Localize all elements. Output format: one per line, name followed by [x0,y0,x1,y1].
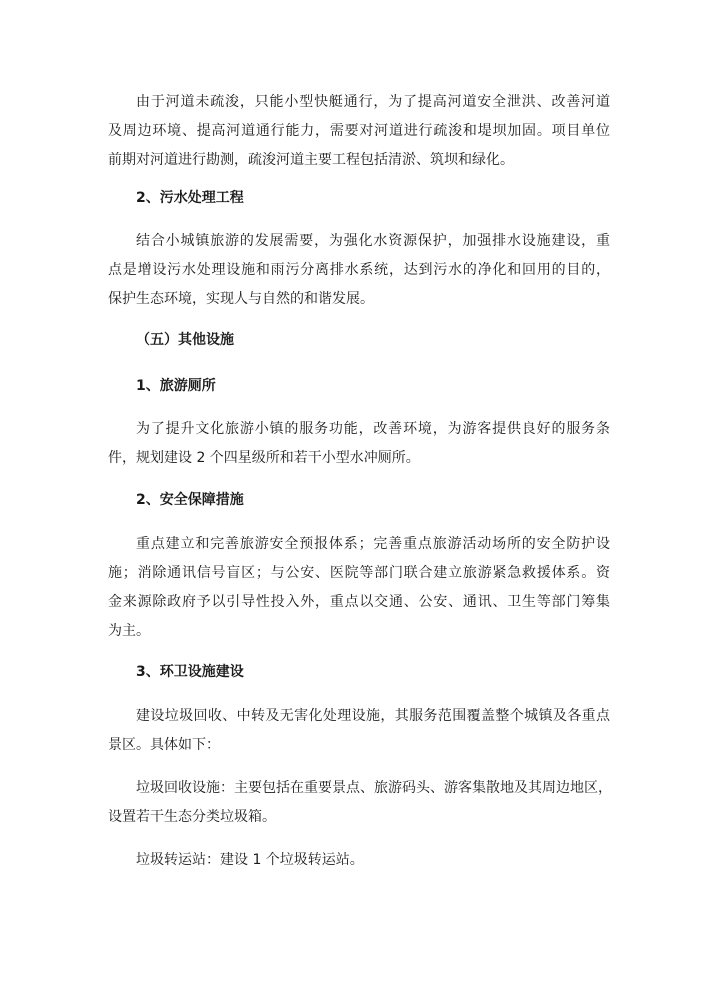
text-line: 结合小城镇旅游的发展需要，为强化水资源保护，加强排水设施建设，重 [136,233,610,249]
text-line: 为主。 [108,623,150,639]
paragraph-transfer-station [108,846,610,875]
text-line: 及周边环境、提高河道通行能力，需要对河道进行疏浚和堤坝加固。项目单位 [108,123,610,139]
heading-sanitation-facilities: 3、环卫设施建设 [136,664,244,680]
text-line: 设置若干生态分类垃圾箱。 [108,809,276,825]
paragraph-sanitation-facilities [108,702,610,760]
text-line: 垃圾回收设施：主要包括在重要景点、旅游码头、游客集散地及其周边地区， [136,780,612,796]
paragraph-garbage-collection [108,774,610,832]
text-line: 前期对河道进行勘测，疏浚河道主要工程包括清淤、筑坝和绿化。 [108,152,514,168]
heading-tourist-toilets: 1、旅游厕所 [136,378,216,394]
heading-safety-measures: 2、安全保障措施 [136,492,244,508]
text-line: 垃圾转运站：建设 1 个垃圾转运站。 [136,852,364,868]
text-line: 建设垃圾回收、中转及无害化处理设施，其服务范围覆盖整个城镇及各重点 [136,708,610,724]
paragraph-river-dredging [108,88,610,175]
text-line: 景区。具体如下： [108,737,220,753]
text-line: 施；消除通讯信号盲区；与公安、医院等部门联合建立旅游紧急救援体系。资 [108,565,610,581]
text-line: 为了提升文化旅游小镇的服务功能，改善环境，为游客提供良好的服务条 [136,421,610,437]
heading-other-facilities: （五）其他设施 [136,332,234,348]
text-line: 点是增设污水处理设施和雨污分离排水系统，达到污水的净化和回用的目的， [108,262,610,278]
text-line: 金来源除政府予以引导性投入外，重点以交通、公安、通讯、卫生等部门筹集 [108,594,610,610]
paragraph-sewage-treatment [108,227,610,314]
text-line: 保护生态环境，实现人与自然的和谐发展。 [108,291,374,307]
text-line: 由于河道未疏浚，只能小型快艇通行，为了提高河道安全泄洪、改善河道 [136,94,610,110]
text-line: 重点建立和完善旅游安全预报体系；完善重点旅游活动场所的安全防护设 [136,536,610,552]
paragraph-tourist-toilets [108,415,610,473]
paragraph-safety-measures [108,530,610,646]
text-line: 件，规划建设 2 个四星级所和若干小型水冲厕所。 [108,450,420,466]
heading-sewage-treatment: 2、污水处理工程 [136,190,244,206]
